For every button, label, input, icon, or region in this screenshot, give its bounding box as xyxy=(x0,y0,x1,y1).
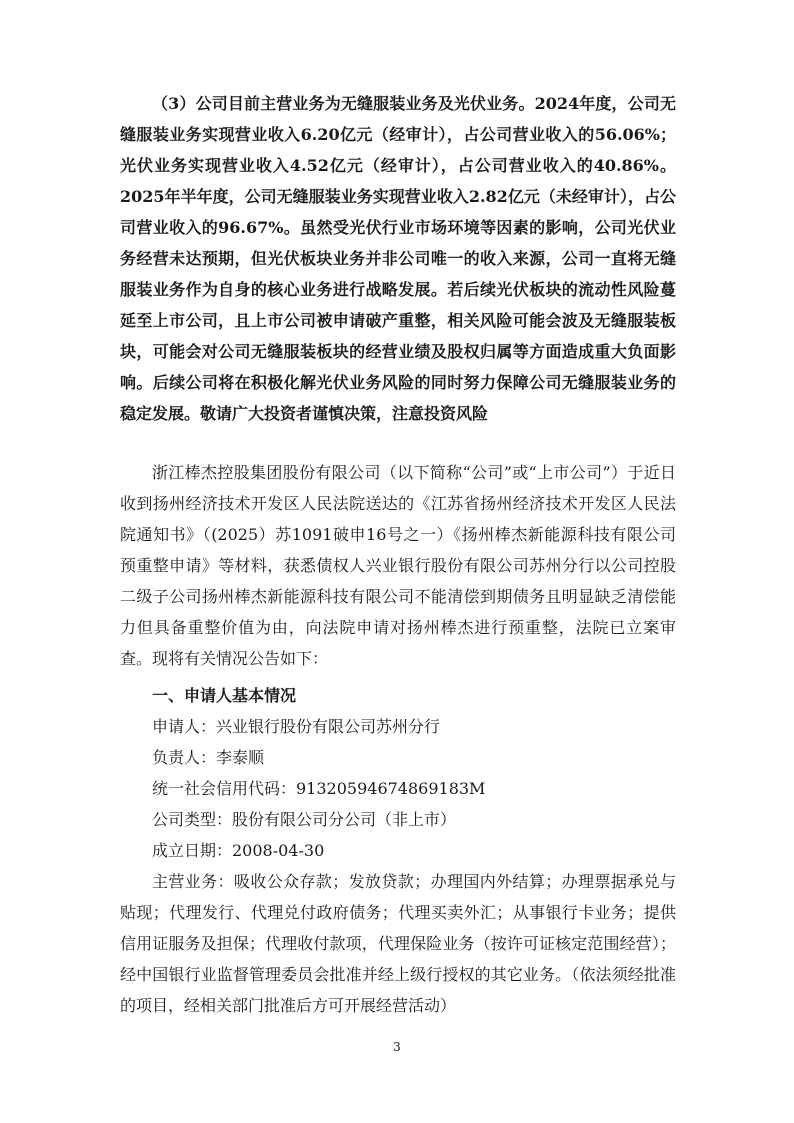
section-heading: 一、申请人基本情况 xyxy=(152,686,297,705)
risk-paragraph: （3）公司目前主营业务为无缝服装业务及光伏业务。2024年度，公司无缝服装业务实现营业收入6.20亿元（经审计），占公司营业收入的56.06%；光伏业务实现营业收入4.52亿元（经审计），占公司营业收入的40.86%。2025年半年度，公司无缝服装业务实现营业收入2.82亿元（未经审计），占公司营业收入的96.67%。虽然受光伏行业市场环境等因素的影响，公司光伏业务经营未达预期，但光伏板块业务并非公司唯一的收入来源，公司一直将无缝服装业务作为自身的核心业务进行战略发展。若后续光伏板块的流动性风险蔓延至上市公司，且上市公司被申请破产重整，相关风险可能会波及无缝服装板块，可能会对公司无缝服装板块的经营业绩及股权归属等方面造成重大负面影响。后续公司将在积极化解光伏业务风险的同时努力保障公司无缝服装业务的稳定发展。敬请广大投资者谨慎决策，注意投资风险 xyxy=(120,94,676,423)
responsible-field: 负责人：李泰顺 xyxy=(152,748,265,767)
business-scope-paragraph: 主营业务：吸收公众存款；发放贷款；办理国内外结算；办理票据承兑与贴现；代理发行、代理兑付政府债务；代理买卖外汇；从事银行卡业务；提供信用证服务及担保；代理收付款项，代理保险业务（按许可证核定范围经营）；经中国银行业监督管理委员会批准并经上级行授权的其它业务。（依法须经批准的项目，经相关部门批准后方可开展经营活动） xyxy=(120,872,676,1015)
intro-paragraph: 浙江棒杰控股集团股份有限公司（以下简称“公司”或“上市公司”）于近日收到扬州经济技术开发区人民法院送达的《江苏省扬州经济技术开发区人民法院通知书》（(2025）苏1091破申16号之一）《扬州棒杰新能源科技有限公司预重整申请》等材料，获悉债权人兴业银行股份有限公司苏州分行以公司控股二级子公司扬州棒杰新能源科技有限公司不能清偿到期债务且明显缺乏清偿能力但具备重整价值为由，向法院申请对扬州棒杰进行预重整，法院已立案审查。现将有关情况公告如下： xyxy=(120,463,676,668)
company-type-field: 公司类型：股份有限公司分公司（非上市） xyxy=(152,810,457,829)
established-field: 成立日期：2008-04-30 xyxy=(152,841,325,860)
applicant-field: 申请人：兴业银行股份有限公司苏州分行 xyxy=(152,717,441,736)
page-number: 3 xyxy=(393,1040,401,1054)
credit-code-field: 统一社会信用代码：91320594674869183M xyxy=(152,779,486,798)
